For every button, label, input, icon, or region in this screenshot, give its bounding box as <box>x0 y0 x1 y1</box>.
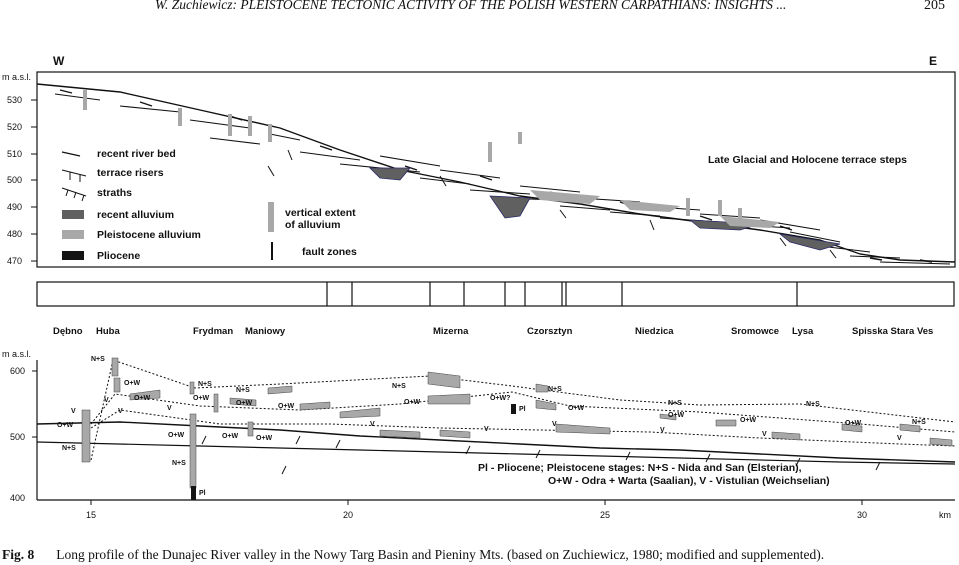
stage-label: O+W <box>256 435 273 442</box>
legend-fault-zones: fault zones <box>302 246 357 258</box>
bottom-x-tick: 20 <box>343 510 354 520</box>
stage-label: O+W <box>740 417 757 424</box>
top-y-tick: 510 <box>7 149 23 159</box>
bottom-x-axis <box>86 500 951 520</box>
bottom-profile-panel <box>2 349 955 520</box>
stage-label: Pl <box>519 406 526 413</box>
top-y-tick: 530 <box>7 95 23 105</box>
legend-recent-alluvium: recent alluvium <box>97 209 175 221</box>
stage-label: O+W <box>124 380 141 387</box>
legend-river-bed: recent river bed <box>97 148 176 160</box>
stages-legend-line1: Pl - Pliocene; Pleistocene stages: N+S - Nida and San (Elsterian), <box>478 462 802 474</box>
stage-label: O+W <box>404 399 421 406</box>
bottom-y-tick: 500 <box>10 432 26 442</box>
place-niedzica: Niedzica <box>635 326 674 337</box>
place-huba: Huba <box>96 326 120 337</box>
stage-label: V <box>71 408 76 415</box>
stage-label: Pl <box>199 490 206 497</box>
stage-label: N+S <box>806 401 820 408</box>
place-lysa: Lysa <box>792 326 814 337</box>
legend-vertical-extent-swatch <box>268 202 274 232</box>
stage-label: V <box>552 421 557 428</box>
page-number: 205 <box>924 0 945 13</box>
place-frydman: Frydman <box>193 326 234 337</box>
running-title: W. Zuchiewicz: PLEISTOCENE TECTONIC ACTIVITY OF THE POLISH WESTERN CARPATHIANS: INSIGHTS ... <box>155 0 787 12</box>
top-y-axis <box>7 95 37 266</box>
stage-label: O+W <box>57 422 74 429</box>
bottom-y-tick: 600 <box>10 366 26 376</box>
legend-pliocene-swatch <box>62 251 84 260</box>
legend-pleistocene-alluvium: Pleistocene alluvium <box>97 229 201 241</box>
stage-label: O+W? <box>490 395 511 402</box>
top-y-tick: 520 <box>7 122 23 132</box>
east-label: E <box>929 54 938 68</box>
legend-pliocene: Pliocene <box>97 250 141 262</box>
stage-label: O+W <box>193 395 210 402</box>
legend-recent-alluvium-swatch <box>62 210 84 219</box>
stage-label: N+S <box>62 445 76 452</box>
top-vertical-extent-bars <box>83 90 742 222</box>
bottom-x-tick: 15 <box>86 510 97 520</box>
place-maniowy: Maniowy <box>245 326 286 337</box>
stage-label: V <box>660 427 665 434</box>
stage-label: O+W <box>668 412 685 419</box>
bottom-y-tick: 400 <box>10 493 26 503</box>
bottom-y-unit: m a.s.l. <box>2 349 32 359</box>
top-legend <box>62 148 357 262</box>
profile-figure <box>0 20 959 542</box>
top-pleistocene-alluvium <box>530 190 780 228</box>
place-debno: Dębno <box>53 326 83 337</box>
top-y-unit: m a.s.l. <box>2 72 32 82</box>
legend-terrace-risers: terrace risers <box>97 167 164 179</box>
top-y-tick: 490 <box>7 202 23 212</box>
place-names <box>53 326 933 337</box>
top-y-tick: 500 <box>7 175 23 185</box>
top-y-tick: 480 <box>7 229 23 239</box>
stage-label: O+W <box>134 395 151 402</box>
stage-label: N+S <box>392 383 406 390</box>
bottom-river-profile <box>37 422 955 462</box>
place-spisska-stara-ves: Spisska Stara Ves <box>852 326 934 337</box>
west-label: W <box>53 54 65 68</box>
caption-label: Fig. 8 <box>2 547 35 562</box>
stages-legend-line2: O+W - Odra + Warta (Saalian), V - Vistulian (Weichselian) <box>548 475 830 487</box>
figure-caption <box>2 547 824 563</box>
middle-strip <box>37 282 954 306</box>
legend-pleistocene-swatch <box>62 230 84 239</box>
stage-label: V <box>762 431 767 438</box>
place-sromowce: Sromowce <box>731 326 780 337</box>
place-czorsztyn: Czorsztyn <box>527 326 573 337</box>
bottom-x-tick: 25 <box>600 510 611 520</box>
stage-label: N+S <box>912 419 926 426</box>
bottom-x-tick: 30 <box>857 510 868 520</box>
legend-straths: straths <box>97 187 133 199</box>
stage-label: O+W <box>168 432 185 439</box>
stage-label: V <box>118 408 123 415</box>
stage-label: V <box>484 426 489 433</box>
stage-label: O+W <box>222 433 239 440</box>
stage-label: N+S <box>548 386 562 393</box>
legend-vertical-extent: vertical extent of alluvium <box>285 207 356 231</box>
stage-label: O+W <box>845 420 862 427</box>
stage-label: V <box>104 397 109 404</box>
top-y-tick: 470 <box>7 256 23 266</box>
stage-label: O+W <box>236 400 253 407</box>
stage-label: O+W <box>278 403 295 410</box>
stage-label: N+S <box>91 356 105 363</box>
place-mizerna: Mizerna <box>433 326 469 337</box>
stage-label: N+S <box>198 381 212 388</box>
caption-text: Long profile of the Dunajec River valley in the Nowy Targ Basin and Pieniny Mts. (based on Zuchiewicz, 1980; modified and supplemented). <box>56 547 825 562</box>
bottom-x-unit: km <box>939 510 951 520</box>
late-glacial-label: Late Glacial and Holocene terrace steps <box>708 154 907 166</box>
stage-label: V <box>897 435 902 442</box>
stage-label: N+S <box>668 400 682 407</box>
top-profile-panel <box>2 54 955 267</box>
stage-label: V <box>370 421 375 428</box>
stage-label: N+S <box>172 460 186 467</box>
stage-label: O+W <box>568 405 585 412</box>
stage-label: N+S <box>236 387 250 394</box>
stage-label: V <box>167 405 172 412</box>
top-fault-zones <box>268 150 836 258</box>
